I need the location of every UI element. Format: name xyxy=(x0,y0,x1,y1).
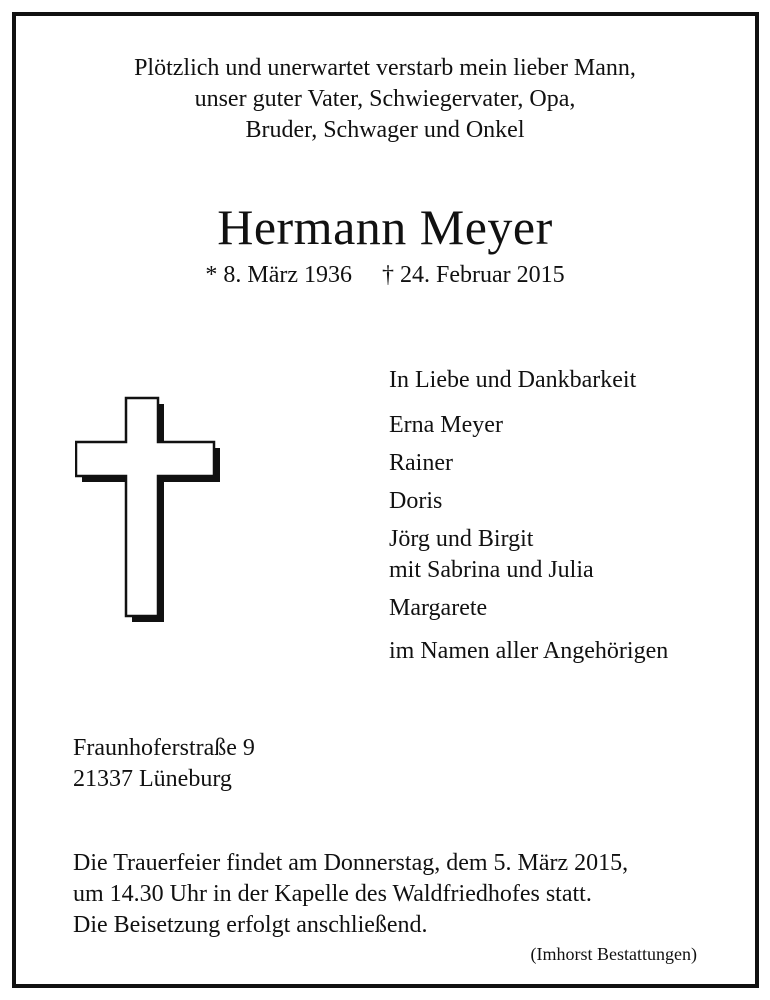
address-block xyxy=(73,733,255,795)
family-member: Doris xyxy=(389,488,443,514)
address-city: 21337 Lüneburg xyxy=(73,766,232,792)
intro-line: unser guter Vater, Schwiegervater, Opa, xyxy=(194,86,576,112)
address-street: Fraunhoferstraße 9 xyxy=(73,735,255,761)
cross-face xyxy=(76,398,214,616)
family-member: Erna Meyer xyxy=(389,412,503,438)
latin-cross-icon xyxy=(75,396,225,626)
service-line: um 14.30 Uhr in der Kapelle des Waldfriedhofes statt. xyxy=(73,881,592,907)
intro-line: Plötzlich und unerwartet verstarb mein lieber Mann, xyxy=(134,55,636,81)
birth-date: * 8. März 1936 xyxy=(205,262,352,288)
service-line: Die Beisetzung erfolgt anschließend. xyxy=(73,912,428,938)
family-greeting: In Liebe und Dankbarkeit xyxy=(389,367,637,393)
family-member: Jörg und Birgit xyxy=(389,526,534,552)
family-member: Rainer xyxy=(389,450,453,476)
intro-text xyxy=(0,53,770,146)
deceased-name: Hermann Meyer xyxy=(217,199,553,255)
life-dates xyxy=(0,260,770,290)
service-line: Die Trauerfeier findet am Donnerstag, dem 5. März 2015, xyxy=(73,850,629,876)
family-closing: im Namen aller Angehörigen xyxy=(389,638,669,664)
service-info xyxy=(73,848,628,941)
family-block xyxy=(389,365,668,667)
family-member: mit Sabrina und Julia xyxy=(389,557,594,583)
undertaker-credit: (Imhorst Bestattungen) xyxy=(530,944,697,964)
death-date: † 24. Februar 2015 xyxy=(382,262,565,288)
intro-line: Bruder, Schwager und Onkel xyxy=(245,117,525,143)
family-member: Margarete xyxy=(389,595,488,621)
